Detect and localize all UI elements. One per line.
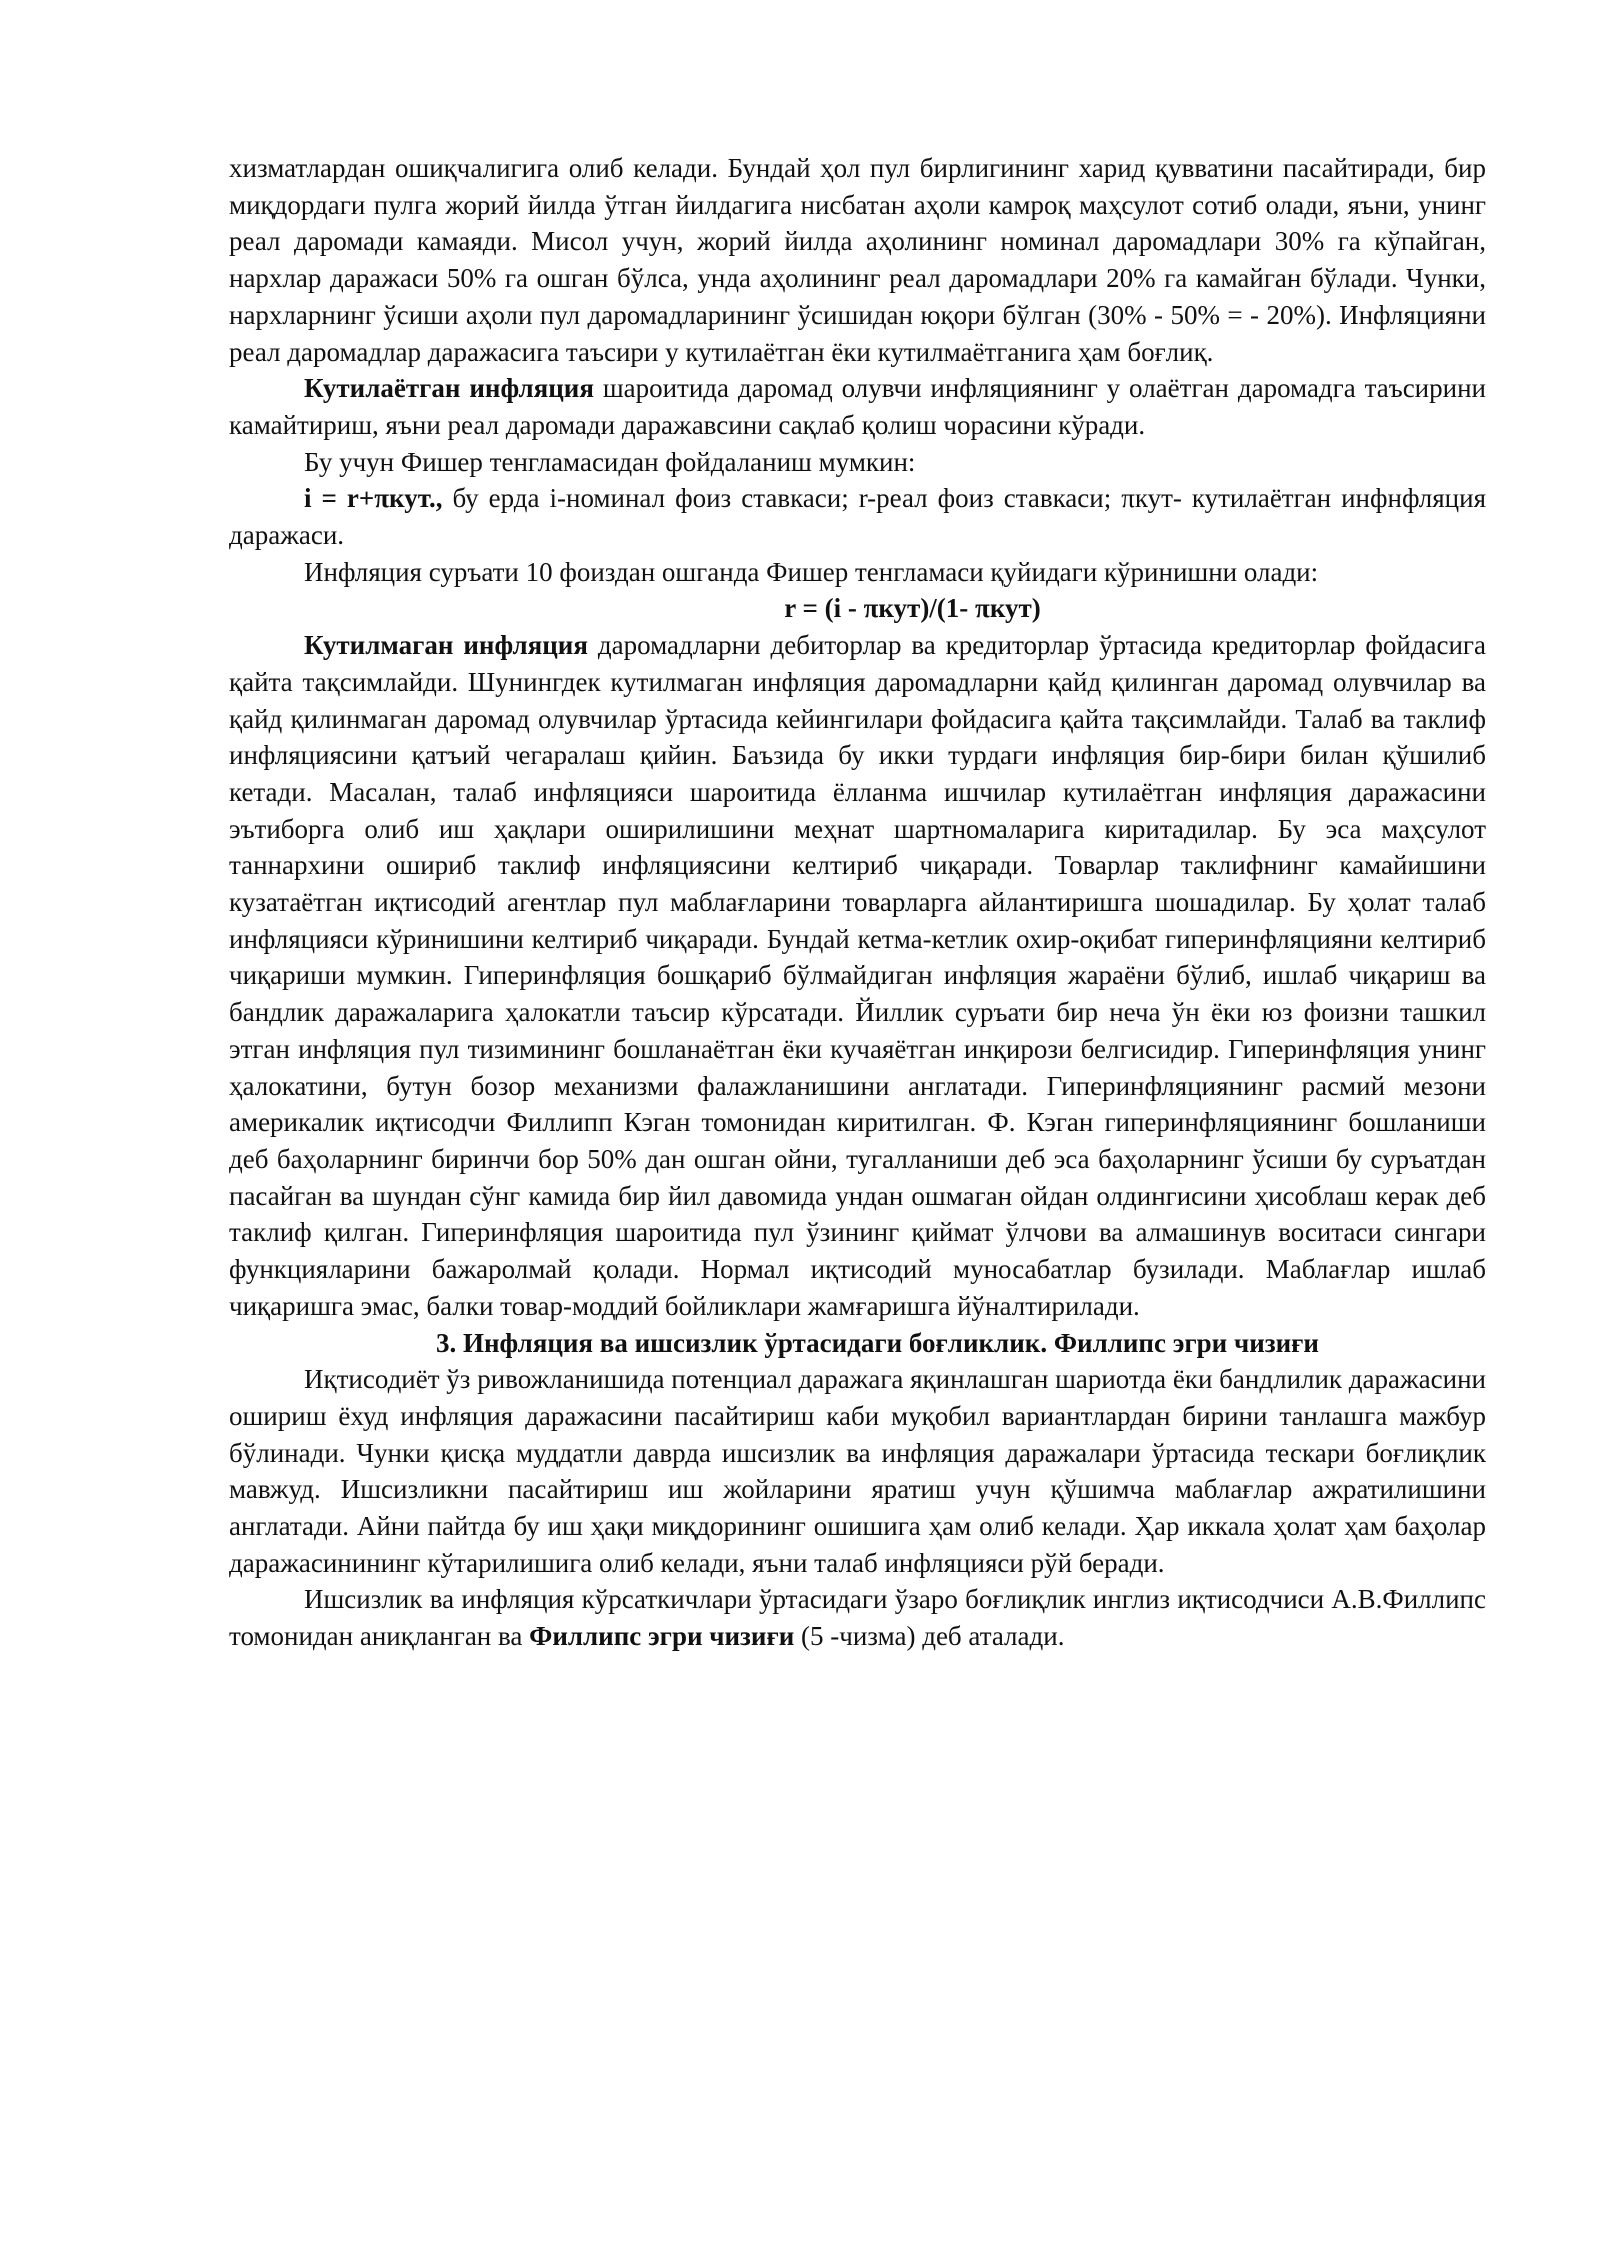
term-phillips-curve: Филлипс эгри чизиғи — [529, 1621, 795, 1652]
term-unexpected-inflation: Кутилмаган инфляция — [304, 630, 588, 661]
paragraph-fisher-intro: Бу учун Фишер тенгламасидан фойдаланиш мумкин: — [304, 446, 916, 477]
paragraph-phillips — [229, 1581, 1486, 1654]
fisher-formula: i = r+πкут., — [304, 483, 443, 514]
paragraph-expected-inflation — [229, 370, 1486, 443]
paragraph-income-effect: хизматлардан ошиқчалигига олиб келади. Бундай ҳол пул бирлигининг харид қувватини пасайтиради, бир миқдордаги пулга жорий йилда ўтган йилдагига нисбатан аҳоли камроқ маҳсулот сотиб олади, яъни, унинг реал даромади камаяди. Мисол учун, жорий йилда аҳолининг номинал даромадлари 30% га кўпайган, нархлар даражаси 50% га ошган бўлса, унда аҳолининг реал даромадлари 20% га камайган бўлади. Чунки, нархларнинг ўсиши аҳоли пул даромадларининг ўсишидан юқори бўлган (30% - 50% = - 20%). Инфляцияни реал даромадлар даражасига таъсири у кутилаётган ёки кутилмаётганига ҳам боғлиқ. — [229, 153, 1486, 367]
paragraph-fisher-over-10: Инфляция суръати 10 фоиздан ошганда Фишер тенгламаси қуйидаги кўринишни олади: — [304, 556, 1319, 587]
phillips-text-start: Ишсизлик ва инфляция кўрсаткичлари ўртасидаги ўзаро боғлиқлик инглиз иқтисодчиси А.В.Филлипс томонидан аниқланган ва — [229, 1584, 1486, 1652]
document-page — [229, 150, 1486, 1655]
unexpected-inflation-text: даромадларни дебиторлар ва кредиторлар ўртасида кредиторлар фойдасига қайта тақсимлайди. Шунингдек кутилмаган инфляция даромадларни қайд қилинган даромад олувчилар ва қайд қилинмаган даромад олувчилар ўртасида кейингилари фойдасига қайта тақсимлайди. Талаб ва таклиф инфляциясини қатъий чегаралаш қийин. Баъзида бу икки турдаги инфляция бир-бири билан қўшилиб кетади. Масалан, талаб инфляцияси шароитида ёлланма ишчилар кутилаётган инфляция даражасини эътиборга олиб иш ҳақлари оширилишини меҳнат шартномаларига киритадилар. Бу эса маҳсулот таннархини ошириб таклиф инфляциясини келтириб чиқаради. Товарлар таклифнинг камайишини кузатаётган иқтисодий агентлар пул маблағларини товарларга айлантиришга шошадилар. Бу ҳолат талаб инфляцияси кўринишини келтириб чиқаради. Бундай кетма-кетлик охир-оқибат гиперинфляцияни келтириб чиқариши мумкин. Гиперинфляция бошқариб бўлмайдиган инфляция жараёни бўлиб, ишлаб чиқариш ва бандлик даражаларига ҳалокатли таъсир кўрсатади. Йиллик суръати бир неча ўн ёки юз фоизни ташкил этган инфляция пул тизимининг бошланаётган ёки кучаяётган инқирози белгисидир. Гиперинфляция унинг ҳалокатини, бутун бозор механизми фалажланишини англатади. Гиперинфляциянинг расмий мезони америкалик иқтисодчи Филлипп Кэган томонидан киритилган. Ф. Кэган гиперинфляциянинг бошланиши деб баҳоларнинг биринчи бор 50% дан ошган ойни, тугалланиши деб эса баҳоларнинг ўсиши бу суръатдан пасайган ва шундан сўнг камида бир йил давомида ундан ошмаган ойдан олдингисини ҳисоблаш керак деб таклиф қилган. Гиперинфляция шароитида пул ўзининг қиймат ўлчови ва алмашинув воситаси сингари функцияларини бажаролмай қолади. Нормал иқтисодий муносабатлар бузилади. Маблағлар ишлаб чиқаришга эмас, балки товар-моддий бойликлари жамғаришга йўналтирилади. — [229, 630, 1486, 1321]
fisher-formula-high-inflation: r = (i - πкут)/(1- πкут) — [784, 593, 1041, 624]
expected-inflation-text: шароитида даромад олувчи инфляциянинг у олаётган даромадга таъсирини камайтириш, яъни реал даромади даражавсини сақлаб қолиш чорасини кўради. — [229, 373, 1486, 440]
term-expected-inflation: Кутилаётган инфляция — [304, 373, 594, 404]
phillips-text-end: (5 -чизма) деб аталади. — [794, 1621, 1065, 1652]
paragraph-unexpected-inflation — [229, 627, 1486, 1324]
section-heading: 3. Инфляция ва ишсизлик ўртасидаги боғликлик. Филлипс эгри чизиғи — [436, 1327, 1319, 1358]
paragraph-tradeoff: Иқтисодиёт ўз ривожланишида потенциал даражага яқинлашган шариотда ёки бандлилик даражасини ошириш ёхуд инфляция даражасини пасайтириш каби муқобил вариантлардан бирини танлашга мажбур бўлинади. Чунки қисқа муддатли даврда ишсизлик ва инфляция даражалари ўртасида тескари боғлиқлик мавжуд. Ишсизликни пасайтириш иш жойларини яратиш учун қўшимча маблағлар ажратилишини англатади. Айни пайтда бу иш ҳақи миқдорининг ошишига ҳам олиб келади. Ҳар иккала ҳолат ҳам баҳолар даражасинининг кўтарилишига олиб келади, яъни талаб инфляцияси рўй беради. — [229, 1364, 1486, 1578]
fisher-explanation: бу ерда i-номинал фоиз ставкаси; r-реал фоиз ставкаси; πкут- кутилаётган инфнфляция даражаси. — [229, 483, 1486, 551]
paragraph-fisher-equation — [229, 480, 1486, 553]
